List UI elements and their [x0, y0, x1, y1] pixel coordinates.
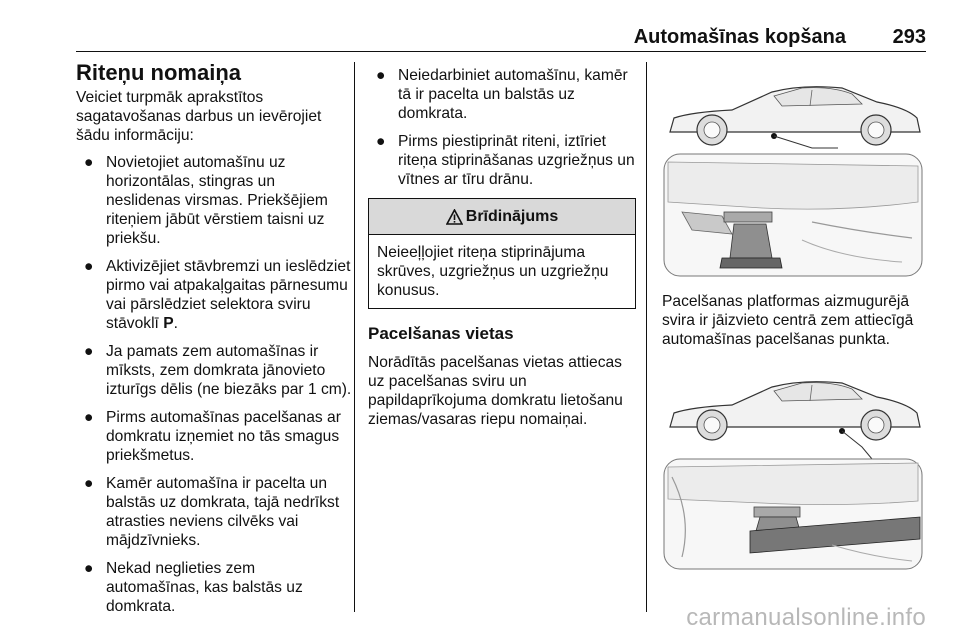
preparation-list: [76, 153, 352, 616]
subsection-paragraph: Norādītās pacelšanas vietas attiecas uz pacelšanas sviru un papildaprīkojuma domkratu lietošanu ziemas/vasaras riepu nomaiņai.: [368, 354, 623, 428]
bullet-icon: ●: [84, 154, 94, 171]
bullet-icon: ●: [84, 560, 94, 577]
list-item: ● Pirms piestiprināt riteni, iztīriet riteņa stiprināšanas uzgriežņus un vītnes ar tīru drānu.: [376, 133, 635, 188]
list-item: ● Ja pamats zem automašīnas ir mīksts, zem domkrata jānovieto izturīgs dēlis (ne biezāks par 1 cm).: [84, 343, 352, 398]
column-divider: [646, 62, 647, 612]
bullet-icon: ●: [84, 258, 94, 275]
list-item: ● Neiedarbiniet automašīnu, kamēr tā ir pacelta un balstās uz domkrata.: [376, 67, 628, 122]
intro-paragraph: Veiciet turpmāk aprakstītos sagatavošanas darbus un ievērojiet šādu informāciju:: [76, 89, 322, 144]
figure-caption: Pacelšanas platformas aizmugurējā svira ir jāizvieto centrā zem attiecīgā automašīnas pacelšanas punkta.: [662, 293, 914, 348]
warning-triangle-icon: [446, 209, 463, 225]
section-title: Riteņu nomaiņa: [76, 60, 242, 85]
bullet-icon: ●: [376, 133, 386, 150]
list-item: ● Aktivizējiet stāvbremzi un ieslēdziet pirmo vai atpakaļgaitas pārnesumu vai pārslēdziet selektora sviru stāvoklī P.: [84, 258, 351, 332]
subsection-title: Pacelšanas vietas: [368, 324, 514, 343]
warning-box: [368, 198, 636, 309]
lift-point-figure-rear: [662, 367, 928, 573]
list-item: ● Novietojiet automašīnu uz horizontālas, stingras un neslidenas virsmas. Priekšējiem riteņiem jābūt vērstiem taisni uz priekšu.: [84, 154, 328, 247]
column-divider: [354, 62, 355, 612]
page-header: [76, 26, 926, 52]
chapter-title: Automašīnas kopšana: [633, 26, 846, 48]
car-lift-illustration: [662, 62, 928, 280]
lift-point-figure-front: [662, 62, 928, 280]
car-lift-illustration: [662, 367, 928, 573]
warning-title: Brīdinājums: [465, 208, 559, 225]
watermark: carmanualsonline.info: [686, 604, 926, 631]
bullet-icon: ●: [84, 409, 94, 426]
list-item: ● Kamēr automašīna ir pacelta un balstās uz domkrata, tajā nedrīkst atrasties neviens cilvēks vai mājdzīvnieks.: [84, 475, 340, 549]
column-2: [368, 60, 636, 429]
column-1: [76, 60, 352, 625]
bullet-icon: ●: [84, 475, 94, 492]
continued-list: [368, 66, 636, 189]
warning-text: Neieeļļojiet riteņa stiprinājuma skrūves, uzgriežņus un uzgriežņu konusus.: [377, 244, 609, 299]
list-item: ● Pirms automašīnas pacelšanas ar domkratu izņemiet no tās smagus priekšmetus.: [84, 409, 341, 464]
header-rule: [76, 51, 926, 52]
column-3: [662, 60, 928, 573]
selector-position: P: [163, 315, 174, 332]
bullet-icon: ●: [376, 67, 386, 84]
warning-header: [369, 199, 635, 235]
page-number: 293: [892, 26, 926, 48]
list-item: ● Nekad neglieties zem automašīnas, kas balstās uz domkrata.: [84, 560, 303, 615]
bullet-icon: ●: [84, 343, 94, 360]
